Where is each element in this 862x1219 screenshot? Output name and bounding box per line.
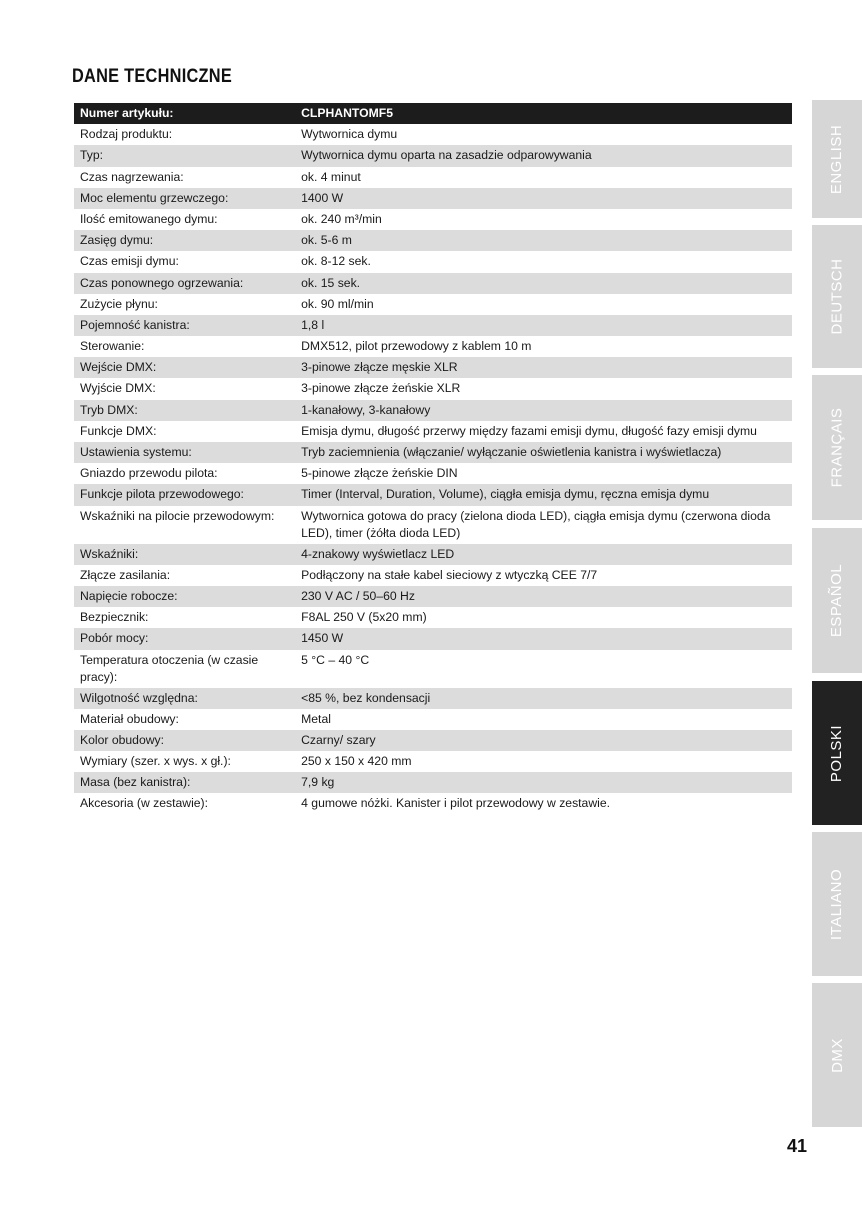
table-header-row bbox=[74, 103, 792, 124]
spec-key: Bezpiecznik: bbox=[80, 610, 149, 625]
spec-value: 230 V AC / 50–60 Hz bbox=[295, 586, 792, 607]
table-row bbox=[74, 188, 792, 209]
spec-value: ok. 15 sek. bbox=[295, 273, 792, 294]
table-row bbox=[74, 772, 792, 793]
spec-key: Wyjście DMX: bbox=[80, 381, 156, 396]
spec-value: Wytwornica dymu bbox=[301, 127, 398, 142]
spec-key: Temperatura otoczenia (w czasie pracy): bbox=[80, 652, 259, 684]
spec-value: 4-znakowy wyświetlacz LED bbox=[295, 544, 792, 565]
table-row bbox=[74, 442, 792, 463]
spec-value: ok. 5-6 m bbox=[295, 230, 792, 251]
spec-value: ok. 4 minut bbox=[301, 169, 361, 184]
spec-key: Czas emisji dymu: bbox=[80, 254, 179, 269]
spec-key: Masa (bez kanistra): bbox=[74, 772, 295, 793]
table-row bbox=[74, 586, 792, 607]
spec-table bbox=[74, 103, 792, 815]
table-row bbox=[74, 336, 792, 357]
table-row bbox=[74, 167, 792, 188]
spec-value: <85 %, bez kondensacji bbox=[295, 688, 792, 709]
spec-value: ok. 8-12 sek. bbox=[301, 254, 371, 269]
table-row bbox=[74, 357, 792, 378]
tab-italiano[interactable] bbox=[812, 832, 862, 976]
table-row bbox=[74, 607, 792, 628]
header-value: CLPHANTOMF5 bbox=[295, 103, 792, 124]
tab-label: POLSKI bbox=[828, 724, 846, 782]
spec-value: 250 x 150 x 420 mm bbox=[301, 754, 412, 769]
spec-key: Akcesoria (w zestawie): bbox=[80, 796, 209, 811]
spec-key: Napięcie robocze: bbox=[74, 586, 295, 607]
tab-label: ESPAÑOL bbox=[828, 563, 846, 638]
spec-value: Emisja dymu, długość przerwy między fazami emisji dymu, długość fazy emisji dymu bbox=[301, 423, 757, 438]
table-row bbox=[74, 484, 792, 505]
spec-key: Wymiary (szer. x wys. x gł.): bbox=[80, 754, 231, 769]
spec-key: Gniazdo przewodu pilota: bbox=[80, 466, 218, 481]
spec-key: Wskaźniki na pilocie przewodowym: bbox=[80, 508, 275, 523]
tab-polski[interactable] bbox=[812, 681, 862, 825]
table-row bbox=[74, 544, 792, 565]
spec-key: Ustawienia systemu: bbox=[74, 442, 295, 463]
table-row bbox=[74, 273, 792, 294]
table-row bbox=[74, 751, 792, 772]
spec-value: DMX512, pilot przewodowy z kablem 10 m bbox=[301, 339, 532, 354]
spec-key: Ilość emitowanego dymu: bbox=[80, 211, 218, 226]
spec-value: ok. 240 m³/min bbox=[301, 211, 382, 226]
spec-key: Wilgotność względna: bbox=[74, 688, 295, 709]
table-row bbox=[74, 650, 792, 688]
table-row bbox=[74, 506, 792, 544]
spec-key: Funkcje pilota przewodowego: bbox=[74, 484, 295, 505]
spec-key: Wejście DMX: bbox=[74, 357, 295, 378]
page-number: 41 bbox=[786, 1136, 807, 1156]
spec-key: Zasięg dymu: bbox=[74, 230, 295, 251]
table-row bbox=[74, 463, 792, 484]
table-row bbox=[74, 709, 792, 730]
spec-value: Podłączony na stałe kabel sieciowy z wtyczką CEE 7/7 bbox=[301, 567, 598, 582]
spec-key: Rodzaj produktu: bbox=[80, 127, 173, 142]
tab-dmx[interactable] bbox=[812, 983, 862, 1127]
table-row bbox=[74, 400, 792, 421]
tab-español[interactable] bbox=[812, 528, 862, 673]
spec-value: 1450 W bbox=[295, 628, 792, 649]
spec-value: Czarny/ szary bbox=[295, 730, 792, 751]
spec-key: Pobór mocy: bbox=[74, 628, 295, 649]
spec-value: Wytwornica dymu oparta na zasadzie odparowywania bbox=[295, 145, 792, 166]
tab-label: FRANÇAIS bbox=[828, 407, 846, 488]
spec-value: F8AL 250 V (5x20 mm) bbox=[301, 610, 427, 625]
spec-value: 3-pinowe złącze męskie XLR bbox=[295, 357, 792, 378]
spec-key: Czas ponownego ogrzewania: bbox=[74, 273, 295, 294]
table-row bbox=[74, 628, 792, 649]
spec-key: Materiał obudowy: bbox=[80, 711, 179, 726]
spec-key: Kolor obudowy: bbox=[74, 730, 295, 751]
spec-value: 3-pinowe złącze żeńskie XLR bbox=[301, 381, 461, 396]
spec-key: Typ: bbox=[74, 145, 295, 166]
table-row bbox=[74, 315, 792, 336]
spec-value: Metal bbox=[301, 711, 331, 726]
table-row bbox=[74, 421, 792, 442]
spec-value: ok. 90 ml/min bbox=[301, 296, 374, 311]
table-row bbox=[74, 145, 792, 166]
spec-value: 1,8 l bbox=[295, 315, 792, 336]
table-row bbox=[74, 209, 792, 230]
spec-key: Pojemność kanistra: bbox=[74, 315, 295, 336]
table-row bbox=[74, 378, 792, 399]
table-row bbox=[74, 251, 792, 272]
spec-value: Tryb zaciemnienia (włączanie/ wyłączanie oświetlenia kanistra i wyświetlacza) bbox=[295, 442, 792, 463]
spec-key: Funkcje DMX: bbox=[80, 423, 157, 438]
tab-english[interactable] bbox=[812, 100, 862, 218]
table-row bbox=[74, 230, 792, 251]
section-title: DANE TECHNICZNE bbox=[72, 66, 233, 87]
table-row bbox=[74, 793, 792, 814]
language-tabs bbox=[812, 0, 862, 1219]
table-row bbox=[74, 688, 792, 709]
spec-value: 1-kanałowy, 3-kanałowy bbox=[295, 400, 792, 421]
tab-label: ENGLISH bbox=[828, 124, 846, 194]
spec-key: Moc elementu grzewczego: bbox=[74, 188, 295, 209]
spec-value: Wytwornica gotowa do pracy (zielona dioda LED), ciągła emisja dymu (czerwona dioda LED), timer (żółta dioda LED) bbox=[301, 508, 771, 540]
spec-key: Tryb DMX: bbox=[74, 400, 295, 421]
spec-key: Sterowanie: bbox=[80, 339, 145, 354]
header-key: Numer artykułu: bbox=[74, 103, 295, 124]
tab-français[interactable] bbox=[812, 375, 862, 520]
table-row bbox=[74, 565, 792, 586]
spec-value: 4 gumowe nóżki. Kanister i pilot przewodowy w zestawie. bbox=[301, 796, 611, 811]
tab-label: DMX bbox=[828, 1037, 846, 1073]
spec-key: Złącze zasilania: bbox=[80, 567, 171, 582]
spec-key: Czas nagrzewania: bbox=[80, 169, 184, 184]
tab-label: ITALIANO bbox=[828, 868, 846, 940]
spec-value: 5-pinowe złącze żeńskie DIN bbox=[301, 466, 458, 481]
table-row bbox=[74, 730, 792, 751]
spec-key: Zużycie płynu: bbox=[80, 296, 158, 311]
table-row bbox=[74, 124, 792, 145]
spec-value: 1400 W bbox=[295, 188, 792, 209]
spec-value: Timer (Interval, Duration, Volume), ciągła emisja dymu, ręczna emisja dymu bbox=[295, 484, 792, 505]
spec-value: 5 °C – 40 °C bbox=[301, 652, 370, 667]
tab-deutsch[interactable] bbox=[812, 225, 862, 368]
tab-label: DEUTSCH bbox=[828, 258, 846, 335]
spec-key: Wskaźniki: bbox=[74, 544, 295, 565]
table-row bbox=[74, 294, 792, 315]
spec-value: 7,9 kg bbox=[295, 772, 792, 793]
